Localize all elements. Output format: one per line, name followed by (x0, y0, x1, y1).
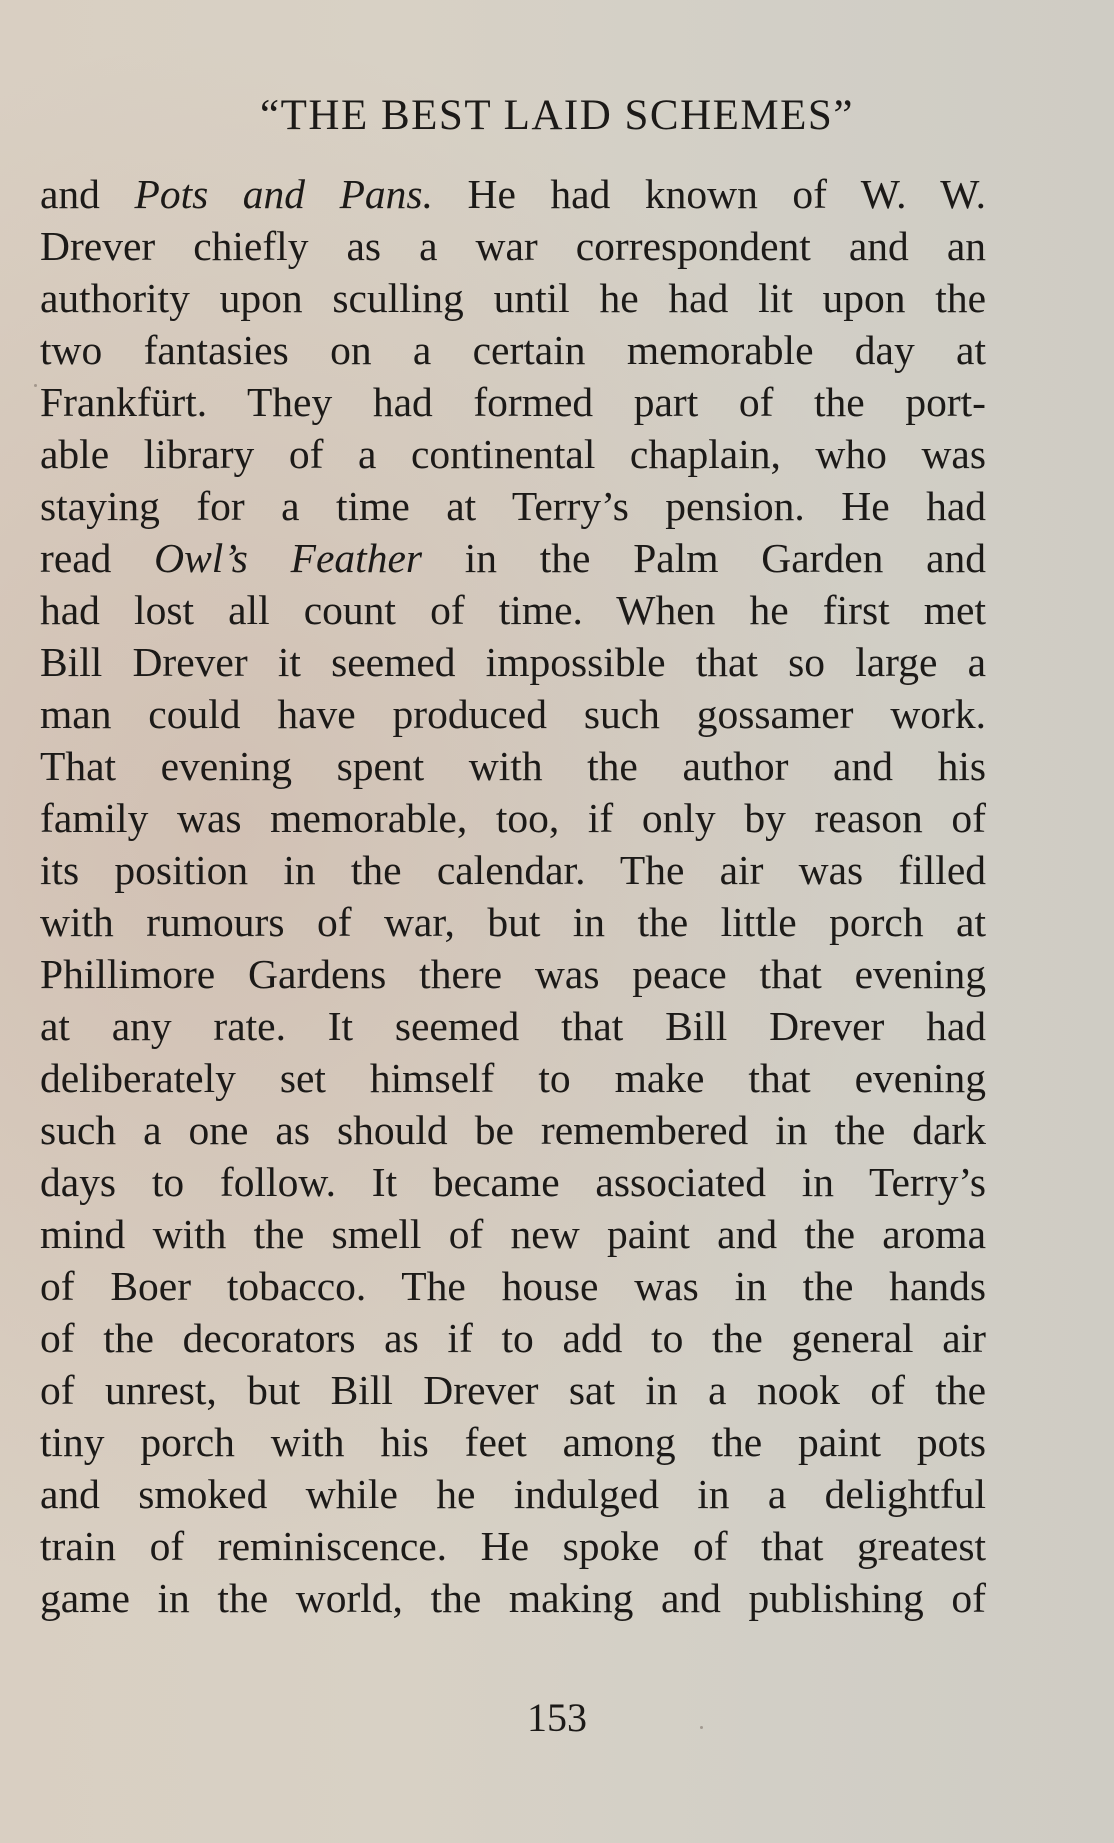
text-line (40, 376, 986, 428)
text-run: Bill Drever it seemed impossible that so large a (40, 639, 986, 685)
text-line (40, 1364, 986, 1416)
page-number: 153 (527, 1695, 587, 1740)
text-run: had lost all count of time. When he first met (40, 587, 986, 633)
text-run: of the decorators as if to add to the general air (40, 1315, 986, 1361)
text-line (40, 324, 986, 376)
text-run: of unrest, but Bill Drever sat in a nook of the (40, 1367, 986, 1413)
text-line (40, 1208, 986, 1260)
text-line (40, 220, 986, 272)
text-run: and smoked while he indulged in a delightful (40, 1471, 986, 1517)
paper-speck (34, 384, 37, 387)
body-text (40, 168, 986, 1624)
text-run: Frankfürt. They had formed part of the port- (40, 379, 986, 425)
text-line (40, 896, 986, 948)
text-line (40, 480, 986, 532)
text-run: at any rate. It seemed that Bill Drever had (40, 1003, 986, 1049)
text-run: train of reminiscence. He spoke of that greatest (40, 1523, 986, 1569)
text-run: its position in the calendar. The air was filled (40, 847, 986, 893)
text-run: of Boer tobacco. The house was in the hands (40, 1263, 986, 1309)
running-head: “THE BEST LAID SCHEMES” (260, 92, 854, 139)
text-line (40, 1572, 986, 1624)
text-run: tiny porch with his feet among the paint pots (40, 1419, 986, 1465)
text-line (40, 1104, 986, 1156)
text-run: authority upon sculling until he had lit upon the (40, 275, 986, 321)
text-run: man could have produced such gossamer work. (40, 691, 986, 737)
text-line (40, 1520, 986, 1572)
text-run: deliberately set himself to make that evening (40, 1055, 986, 1101)
text-run: days to follow. It became associated in Terry’s (40, 1159, 986, 1205)
text-run: Drever chiefly as a war correspondent and an (40, 223, 986, 269)
text-line (40, 584, 986, 636)
text-line (40, 1000, 986, 1052)
text-run: family was memorable, too, if only by reason of (40, 795, 986, 841)
text-line (40, 636, 986, 688)
text-line (40, 1260, 986, 1312)
text-line (40, 792, 986, 844)
text-line (40, 948, 986, 1000)
text-line (40, 168, 986, 220)
text-line (40, 688, 986, 740)
text-line (40, 428, 986, 480)
text-run: with rumours of war, but in the little porch at (40, 899, 986, 945)
text-run: mind with the smell of new paint and the aroma (40, 1211, 986, 1257)
text-run: such a one as should be remembered in the dark (40, 1107, 986, 1153)
text-run: Phillimore Gardens there was peace that evening (40, 951, 986, 997)
text-run: in the Palm Garden and (422, 535, 987, 581)
text-run: staying for a time at Terry’s pension. He had (40, 483, 986, 529)
text-run: able library of a continental chaplain, who was (40, 431, 986, 477)
text-line (40, 1416, 986, 1468)
text-line (40, 1052, 986, 1104)
text-run: game in the world, the making and publishing of (40, 1575, 986, 1621)
italic-title: Pots and Pans. (134, 171, 433, 217)
text-run: That evening spent with the author and his (40, 743, 986, 789)
italic-title: Owl’s Feather (154, 535, 423, 581)
text-line (40, 272, 986, 324)
text-line (40, 1156, 986, 1208)
text-run: and (40, 171, 135, 217)
text-line (40, 532, 986, 584)
text-line (40, 844, 986, 896)
text-run: He had known of W. W. (432, 171, 987, 217)
text-line (40, 1312, 986, 1364)
text-run: two fantasies on a certain memorable day at (40, 327, 986, 373)
text-run: read (40, 535, 155, 581)
text-line (40, 740, 986, 792)
text-line (40, 1468, 986, 1520)
paper-speck (700, 1726, 703, 1729)
